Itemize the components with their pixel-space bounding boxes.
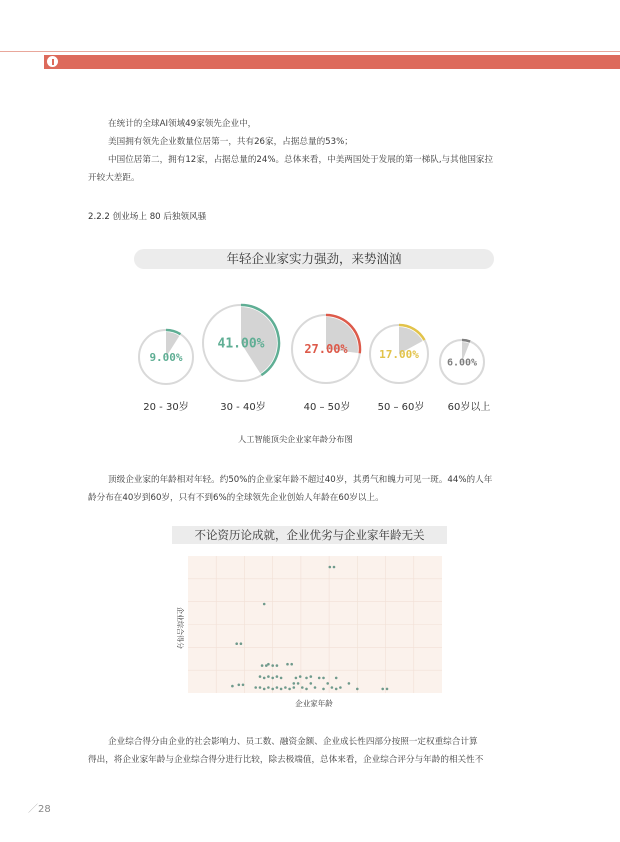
- scatter-point: [259, 686, 262, 689]
- age-percent-label: 27.00%: [304, 342, 348, 357]
- age-percent-label: 6.00%: [446, 357, 478, 369]
- age-group-label: 40 – 50岁: [303, 402, 351, 413]
- scatter-point: [310, 675, 313, 678]
- scatter-point: [271, 688, 274, 691]
- scatter-point: [314, 686, 317, 689]
- scatter-point: [280, 677, 283, 680]
- scatter-point: [271, 677, 274, 680]
- scatter-point: [263, 688, 266, 691]
- scatter-point: [297, 682, 300, 685]
- scatter-point: [322, 688, 325, 691]
- age-chart-banner: 年轻企业家实力强劲，来势汹汹: [134, 249, 494, 269]
- scatter-point: [301, 686, 304, 689]
- paragraph-line: 顶级企业家的年龄相对年轻。约50%的企业家年龄不超过40岁，其勇气和魄力可见一斑。44%的人年: [108, 475, 493, 485]
- scatter-chart-banner: 不论资历论成就，企业优劣与企业家年龄无关: [172, 526, 447, 544]
- age-percent-label: 9.00%: [149, 350, 183, 364]
- age-group-label: 50 – 60岁: [377, 402, 425, 413]
- scatter-point: [263, 603, 266, 606]
- age-group-label: 60岁以上: [447, 402, 491, 413]
- paragraph-line: 企业综合得分由企业的社会影响力、员工数、融资金额、企业成长性四部分按照一定权重综合计算: [108, 737, 478, 747]
- scatter-point: [284, 686, 287, 689]
- age-chart-caption: 人工智能顶尖企业家年龄分布图: [238, 434, 353, 444]
- scatter-point: [261, 664, 264, 667]
- scatter-point: [331, 686, 334, 689]
- scatter-point: [280, 688, 283, 691]
- scatter-point: [242, 684, 245, 687]
- age-group-label: 30 - 40岁: [220, 402, 266, 413]
- scatter-point: [259, 675, 262, 678]
- scatter-point: [310, 682, 313, 685]
- scatter-point: [335, 677, 338, 680]
- scatter-point: [288, 688, 291, 691]
- scatter-point: [333, 566, 336, 569]
- age-group-label: 20 - 30岁: [143, 402, 189, 413]
- paragraph-line: 龄分布在40岁到60岁，只有不到6%的全球领先企业创始人年龄在60岁以上。: [88, 493, 384, 503]
- scatter-point: [271, 664, 274, 667]
- scatter-point: [276, 664, 279, 667]
- scatter-point: [231, 685, 234, 688]
- scatter-point: [263, 677, 266, 680]
- scatter-point: [286, 663, 289, 666]
- paragraph-line: 在统计的全球AI领域49家领先企业中，: [108, 119, 257, 129]
- scatter-point: [356, 688, 359, 691]
- scatter-point: [381, 688, 384, 691]
- paragraph-line: 中国位居第二，拥有12家，占据总量的24%。总体来看，中美两国处于发展的第一梯队,与其他国家拉: [108, 155, 494, 165]
- scatter-point: [348, 682, 351, 685]
- scatter-point: [276, 675, 279, 678]
- paragraph-line: 得出，将企业家年龄与企业综合得分进行比较，除去极端值，总体来看，企业综合评分与年龄的相关性不: [88, 755, 484, 765]
- paragraph-line: 开较大差距。: [88, 173, 140, 183]
- scatter-point: [267, 675, 270, 678]
- scatter-point: [240, 642, 243, 645]
- scatter-point: [299, 675, 302, 678]
- paragraph-line: 美国拥有领先企业数量位居第一，共有26家，占据总量的53%；: [108, 137, 353, 147]
- scatter-point: [339, 686, 342, 689]
- scatter-point: [276, 686, 279, 689]
- age-percent-label: 41.00%: [217, 336, 265, 352]
- scatter-point: [318, 677, 321, 680]
- scatter-point: [290, 663, 293, 666]
- page-number: ／28: [28, 804, 51, 815]
- scatter-point: [305, 677, 308, 680]
- section-heading: 2.2.2 创业场上 80 后独领风骚: [88, 212, 207, 222]
- scatter-point: [295, 677, 298, 680]
- scatter-point: [305, 688, 308, 691]
- scatter-point: [293, 686, 296, 689]
- y-axis-label: 企业综合得分: [176, 607, 184, 649]
- x-axis-label: 企业家年龄: [295, 699, 333, 708]
- scatter-point: [335, 688, 338, 691]
- scatter-point: [235, 642, 238, 645]
- scatter-point: [267, 686, 270, 689]
- scatter-point: [322, 677, 325, 680]
- scatter-point: [254, 686, 257, 689]
- scatter-point: [326, 682, 329, 685]
- scatter-point: [329, 566, 332, 569]
- scatter-point: [386, 688, 389, 691]
- scatter-point: [293, 682, 296, 685]
- scatter-point: [238, 684, 241, 687]
- scatter-point: [267, 663, 270, 666]
- age-percent-label: 17.00%: [379, 347, 419, 361]
